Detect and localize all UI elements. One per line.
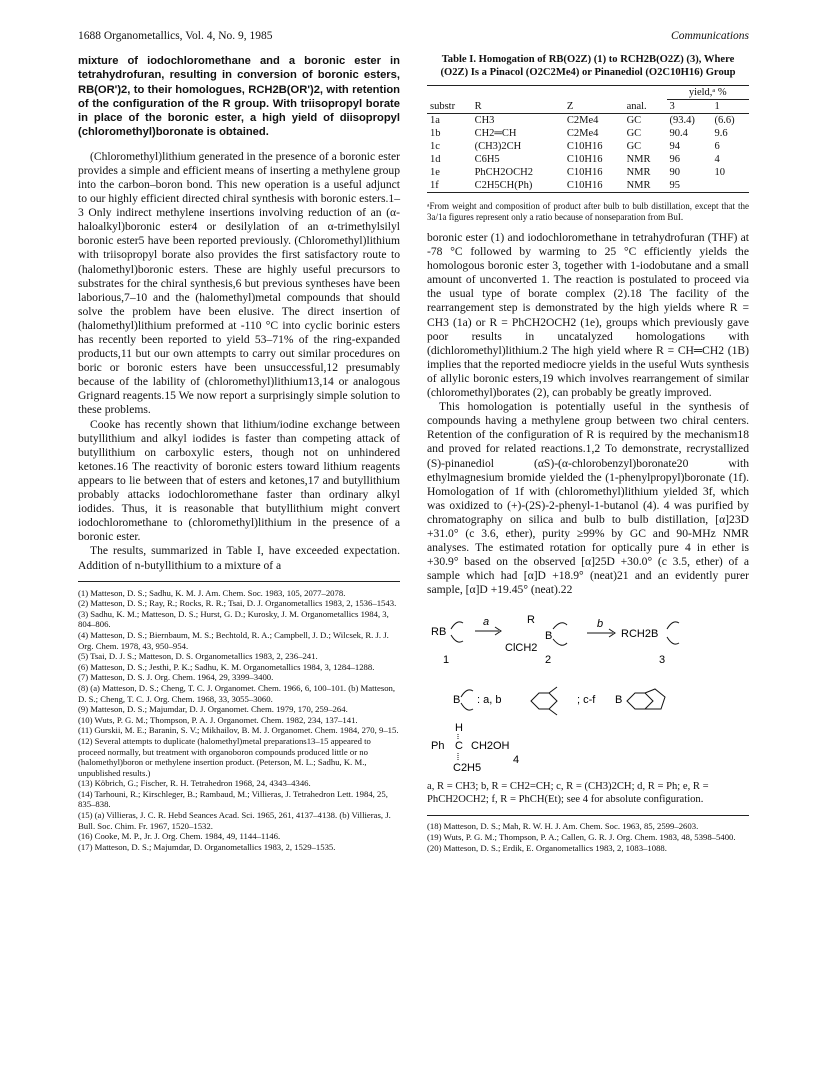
table-cell: GC [626, 128, 642, 139]
scheme-graphic [427, 605, 749, 775]
table-row [427, 140, 749, 153]
table-cell: 10 [714, 167, 725, 178]
column-header: 1 [712, 100, 750, 114]
reference: (14) Tarhouni, R.; Kirschleger, B.; Rambaud, M.; Villieras, J. Tetrahedron Lett. 1984, 25, 835–838. [78, 788, 388, 810]
reference: (9) Matteson, D. S.; Majumdar, D. J. Organomet. Chem. 1979, 170, 259–264. [78, 704, 348, 715]
table-cell: 6 [714, 141, 720, 152]
table-cell: 96 [669, 154, 680, 165]
left-column [78, 54, 400, 852]
compound-1-label: 1 [443, 654, 450, 667]
table-cell: C2H5CH(Ph) [472, 179, 564, 193]
table-cell: 1f [427, 179, 472, 193]
reference: (12) Several attempts to duplicate (halomethyl)metal preparations13–15 appeared to proceed normally, but treatment with organoboron compounds produced little or no (halomethyl)boron or methylene insertion product. (Peterson, M. L.; Sadhu, K. M., unpublished results.) [78, 735, 371, 778]
table-cell: 4 [714, 154, 720, 165]
body-paragraph: boronic ester (1) and iodochloromethane in tetrahydrofuran (THF) at -78 °C followed by warming to 25 °C efficiently yields the homologous boronic ester 3, together with 1-iodobutane and a small amount of unconverted 1. The reaction is postulated to proceed via the usual type of borate complex (2).18 The facility of the rearrangement step is demonstrated by the high yields where R = CH3 (1a) or R = PhCH2OCH2 (1e), groups which previously gave poor results in uncatalyzed homologations with (dichloromethyl)lithium.2 The high yield where R = CH═CH2 (1B) implies that the reported mediocre yields in the useful Wuts synthesis of allylic boronic esters,19 which involves rearrangement of similar (chloromethyl)borates (2), can probably be greatly improved. [427, 231, 749, 400]
table-row [427, 179, 749, 193]
reference: (15) (a) Villieras, J. C. R. Hebd Seances Acad. Sci. 1965, 261, 4137–4138. (b) Villieras, J. Bull. Soc. Chim. Fr. 1967, 1520–1532. [78, 810, 391, 831]
scheme-c2h5-label: C2H5 [453, 762, 482, 775]
scheme-b-label-3: B [615, 694, 623, 707]
reference-list [427, 821, 749, 853]
table-cell: PhCH2OCH2 [474, 167, 533, 178]
table-footnote: ᵃFrom weight and composition of product after bulb to bulb distillation, except that the 3a/1a figures represent only a ratio because of nonseparation from BuI. [427, 201, 749, 222]
table-cell: 90.4 [669, 128, 688, 139]
table-cell: 1b [430, 128, 441, 139]
column-header: anal. [624, 100, 667, 114]
table-row [427, 166, 749, 179]
reference: (2) Matteson, D. S.; Ray, R.; Rocks, R. R.; Tsai, D. J. Organometallics 1983, 2, 1536–1543. [78, 598, 397, 609]
yield-header: yield,ᵃ % [667, 86, 750, 100]
reference: (5) Tsai, D. J. S.; Matteson, D. S. Organometallics 1983, 2, 236–241. [78, 651, 318, 662]
ring-bond-1 [451, 622, 463, 642]
reference: (8) (a) Matteson, D. S.; Cheng, T. C. J. Organomet. Chem. 1966, 6, 100–101. (b) Matteson, D. S.; Cheng, T. C. J. Org. Chem. 1968, 33, 3055–3060. [78, 682, 396, 704]
table-cell: 1a [430, 115, 440, 126]
column-header: Z [564, 100, 624, 114]
table-cell: NMR [626, 167, 651, 178]
body-paragraph: This homologation is potentially useful in the synthesis of compounds having a methylene group between two chiral centers. Retention of the configuration of R is required by the mechanism18 and proved for related reactions.1,2 To demonstrate, recrystallized (S)-pinanediol (αS)-(α-chlorobenzyl)boronate20 with ethylmagnesium bromide yielded the (1-phenylpropyl)boronate (1f). Homologation of 1f with (chloromethyl)lithium yielded 3f, which was oxidized to (+)-(2S)-2-phenyl-1-butanol (4). 4 was purified by chromatography on silica and bulb to bulb distillation, [α]23D +31.0° (c 3.6, ether), purity ≥99% by GC and 90-MHz NMR analyses. The estimated rotation for optically pure 4 in ether is +30.9° based on the observed [α]25D +30.0° (c 3.5, ether) of a sample which had [α]D +18.9° (neat)21 and an evidently purer sample, [α]D +19.45° (neat).22 [427, 400, 749, 597]
table-cell: 1c [430, 141, 440, 152]
table-cell: C2Me4 [566, 115, 599, 126]
reference: (19) Wuts, P. G. M.; Thompson, P. A.; Callen, G. R. J. Org. Chem. 1983, 48, 5398–5400. [427, 832, 736, 843]
body-paragraph: (Chloromethyl)lithium generated in the presence of a boronic ester provides a simple and efficient means of inserting a methylene group into the carbon–boron bond. This new operation is a useful adjunct to our highly efficient directed chiral synthesis with boronic esters.1–3 Only indirect methylene insertions involving reduction of an (α-haloalkyl)boronic ester4 or desilylation of an α-trimethylsilyl boronic ester5 have been reported previously. (Chloromethyl)lithium with triisopropyl borate also provides the first satisfactory route to (halomethyl)boronic esters. These are highly useful precursors to substrates for the chiral synthesis,6 but previous syntheses have been laborious,7–10 and the (halomethyl)metal compounds that should solve the problem have been elusive. The direct insertion of (halomethyl)lithium preformed at -110 °C into cyclic borinic esters has recently been reported to yield 53–71% of the ring-expanded products,11 but our own attempts to carry out similar procedures on boric or boronic esters have been unsuccessful,12 presumably because of the lability of (chloromethyl)lithium13,14 or analogous Grignard reagents.15 We now report a surprisingly simple solution to these problems. [78, 149, 400, 417]
table-cell: 90 [669, 167, 680, 178]
reaction-scheme [427, 605, 749, 855]
table-cell: (93.4) [669, 115, 695, 126]
scheme-ph-label: Ph [431, 740, 445, 753]
footnote-divider [78, 581, 400, 582]
scheme-r-label: R [527, 614, 535, 627]
arrow-a-label: a [483, 616, 490, 629]
reference: (18) Matteson, D. S.; Mah, R. W. H. J. Am. Chem. Soc. 1963, 85, 2599–2603. [427, 821, 699, 832]
table-row [427, 127, 749, 140]
results-table [427, 85, 749, 193]
arrow-b-label: b [597, 618, 604, 631]
compound-2-label: 2 [545, 654, 552, 667]
reference: (20) Matteson, D. S.; Erdik, E. Organometallics 1983, 2, 1083–1088. [427, 842, 667, 853]
table-cell: C2Me4 [566, 128, 599, 139]
body-paragraph: The results, summarized in Table I, have exceeded expectation. Addition of n-butyllithium to a mixture of a [78, 544, 400, 572]
scheme-h-label: H [455, 722, 463, 735]
table-cell: C10H16 [566, 154, 603, 165]
table-cell: C10H16 [564, 179, 624, 193]
reference: (7) Matteson, D. S. J. Org. Chem. 1964, 29, 3399–3400. [78, 672, 274, 683]
ring-bond-4 [461, 690, 473, 710]
table-cell: 1d [430, 154, 441, 165]
table-cell: C10H16 [566, 167, 603, 178]
table-cell: 95 [667, 179, 712, 193]
column-header: R [472, 100, 564, 114]
body-paragraph: Cooke has recently shown that lithium/iodine exchange between butyllithium and alkyl iodides is faster than competing attack of butyllithium on carboxylic esters, though not on unhindered ketones.16 The reactivity of boronic esters toward lithium reagents appears to lie between that of esters and ketones,17 and butyllithium probably attacks iodochloromethane faster than ordinary alkyl iodides. Thus, it is reasonable that butyllithium might convert iodochloromethane to (chloromethyl)lithium in the presence of a boronic ester. [78, 417, 400, 544]
table-row [427, 153, 749, 166]
compound-4-label: 4 [513, 754, 520, 767]
reference: (16) Cooke, M. P., Jr. J. Org. Chem. 1984, 49, 1144–1146. [78, 831, 281, 842]
table-cell: GC [626, 115, 642, 126]
reference-list [78, 588, 400, 853]
running-header-left: 1688 Organometallics, Vol. 4, No. 9, 1985 [78, 30, 273, 42]
table-row [427, 114, 749, 128]
table-cell: 9.6 [714, 128, 728, 139]
scheme-rb-label: RB [431, 626, 447, 639]
scheme-c-label: C [455, 740, 463, 753]
table-cell: 1e [430, 167, 440, 178]
table-cell: (CH3)2CH [474, 141, 522, 152]
table-caption: Table I. Homogation of RB(O2Z) (1) to RCH2B(O2Z) (3), Where (O2Z) Is a Pinacol (O2C2Me4) or Pinanediol (O2C10H16) Group [440, 54, 736, 78]
column-header: 3 [667, 100, 712, 114]
reference: (11) Gurskii, M. E.; Baranin, S. V.; Mikhailov, B. M. J. Organomet. Chem. 1984, 270, 9–15. [78, 725, 399, 736]
reference: (1) Matteson, D. S.; Sadhu, K. M. J. Am. Chem. Soc. 1983, 105, 2077–2078. [78, 587, 346, 598]
reference: (4) Matteson, D. S.; Biernbaum, M. S.; Bechtold, R. A.; Campbell, J. D.; Wilcsek, R. J. J. Org. Chem. 1978, 43, 950–954. [78, 629, 389, 651]
reference: (6) Matteson, D. S.; Jesthi, P. K.; Sadhu, K. M. Organometallics 1984, 3, 1284–1288. [78, 661, 375, 672]
pinacol-structure [531, 687, 557, 715]
scheme-clch2-label: ClCH2 [505, 642, 538, 655]
column-header: substr [427, 100, 472, 114]
pinanediol-structure [627, 689, 665, 709]
scheme-b-label-2: B [453, 694, 461, 707]
abstract: mixture of iodochloromethane and a boronic ester in tetrahydrofuran, resulting in conversion of boronic esters, RB(OR')2, to their homologues, RCH2B(OR')2, with retention of the configuration of the R group. With triisopropyl borate in place of the boronic ester, a high yield of diisopropyl (chloromethyl)boronate is obtained. [78, 55, 400, 139]
ring-bond-3 [667, 622, 679, 644]
reference: (10) Wuts, P. G. M.; Thompson, P. A. J. Organomet. Chem. 1982, 234, 137–141. [78, 714, 358, 725]
scheme-ch2oh-label: CH2OH [471, 740, 510, 753]
table-cell: C6H5 [474, 154, 500, 165]
scheme-b-label: B [545, 630, 553, 643]
table-cell: 94 [669, 141, 680, 152]
table-cell [712, 179, 750, 193]
table-cell: (6.6) [714, 115, 735, 126]
pinacol-ab-label: : a, b [477, 694, 502, 707]
table-cell: NMR [624, 179, 667, 193]
reference: (13) Köbrich, G.; Fischer, R. H. Tetrahedron 1968, 24, 4343–4346. [78, 778, 311, 789]
table-cell: CH3 [474, 115, 495, 126]
scheme-rch2b-label: RCH2B [621, 628, 659, 641]
table-cell: NMR [626, 154, 651, 165]
running-header-right: Communications [671, 30, 749, 42]
ring-bond-2 [553, 623, 567, 646]
pinanediol-cf-label: ; c-f [577, 694, 596, 707]
table-cell: C10H16 [566, 141, 603, 152]
reference: (3) Sadhu, K. M.; Matteson, D. S.; Hurst, G. D.; Kurosky, J. M. Organometallics 1984, 3, 804–806. [78, 608, 389, 630]
table-header-row [427, 100, 749, 114]
table-cell: CH2═CH [474, 128, 517, 139]
footnote-divider [427, 815, 749, 816]
right-column [427, 54, 749, 855]
scheme-caption: a, R = CH3; b, R = CH2=CH; c, R = (CH3)2CH; d, R = Ph; e, R = PhCH2OCH2; f, R = PhCH(Et); see 4 for absolute configuration. [427, 781, 709, 805]
table-cell: GC [626, 141, 642, 152]
reference: (17) Matteson, D. S.; Majumdar, D. Organometallics 1983, 2, 1529–1535. [78, 841, 336, 852]
compound-3-label: 3 [659, 654, 666, 667]
